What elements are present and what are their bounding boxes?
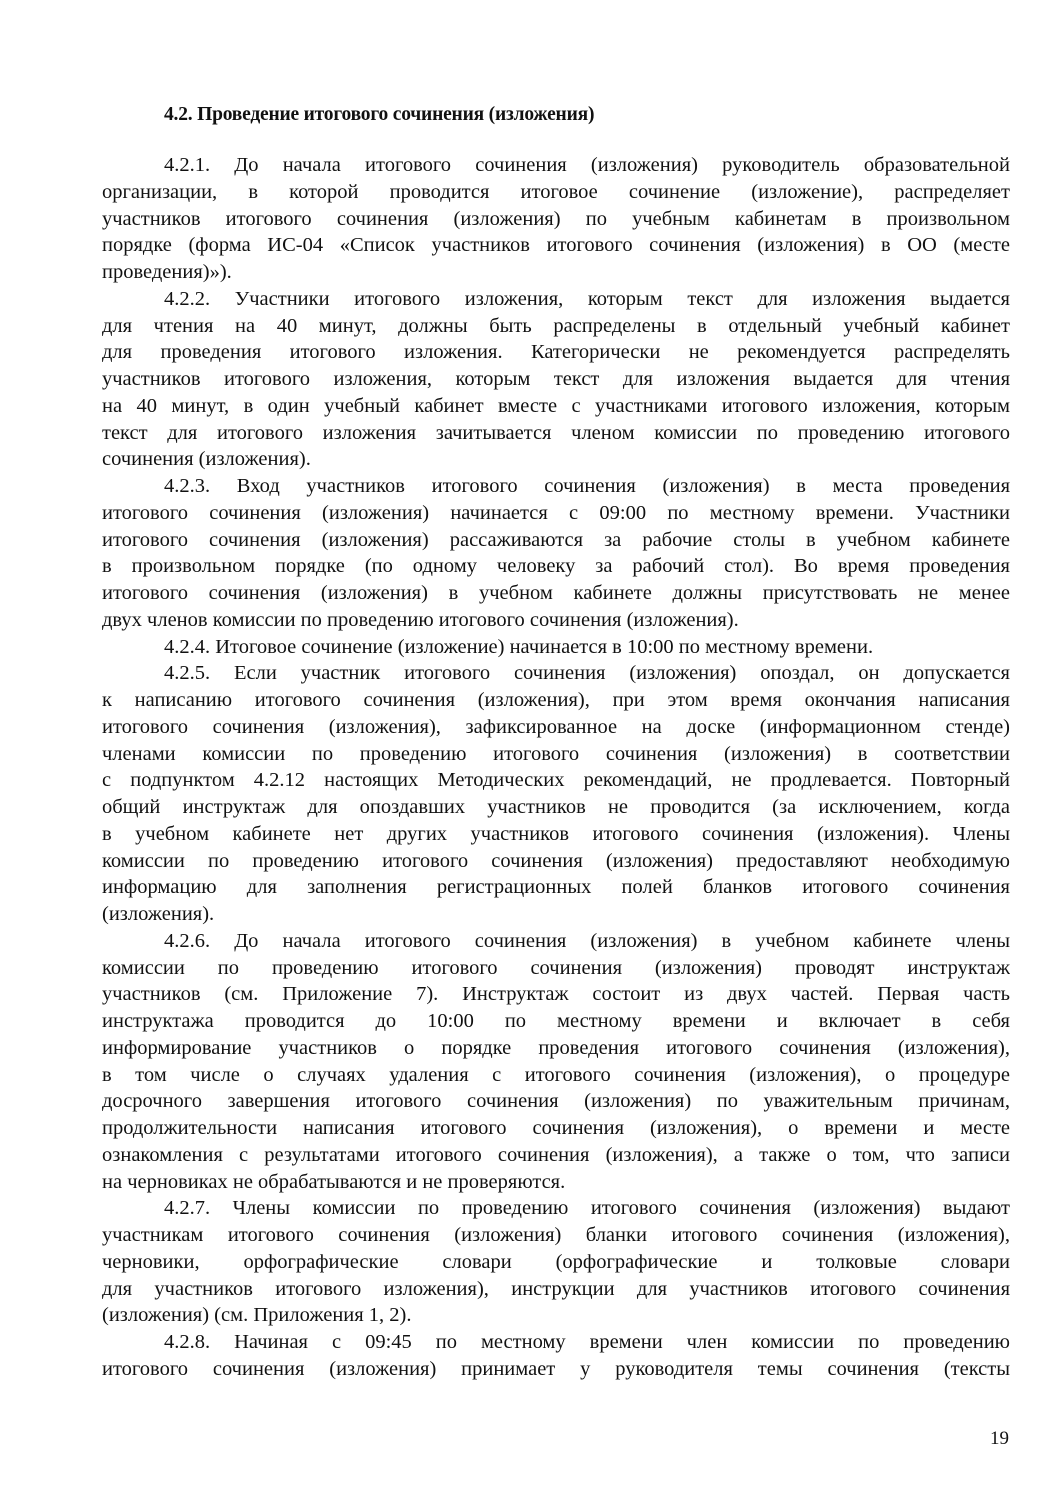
text-line: 4.2.5. Если участник итогового сочинения (изложения) опоздал, он допускается: [164, 662, 1010, 685]
text-line: сочинения (изложения).: [102, 448, 311, 471]
text-line: в том числе о случаях удаления с итогового сочинения (изложения), о процедуре: [102, 1063, 1010, 1086]
text-line: участников итогового изложения, которым текст для изложения выдается для чтения: [102, 368, 1010, 390]
text-line: с подпунктом 4.2.12 настоящих Методических рекомендаций, не продлевается. Повторный: [102, 769, 1010, 792]
text-line: 4.2.2. Участники итогового изложения, которым текст для изложения выдается: [164, 287, 1010, 310]
text-line: 4.2.1. До начала итогового сочинения (изложения) руководитель образовательной: [164, 154, 1010, 176]
section-heading: 4.2. Проведение итогового сочинения (изложения): [164, 104, 595, 125]
text-line: продолжительности написания итогового сочинения (изложения), о времени и месте: [102, 1117, 1010, 1139]
text-line: в учебном кабинете нет других участников итогового сочинения (изложения). Члены: [102, 822, 1010, 845]
text-line: досрочного завершения итогового сочинения (изложения) по уважительным причинам,: [102, 1090, 1010, 1113]
text-line: (изложения) (см. Приложения 1, 2).: [102, 1304, 412, 1327]
document-body: [102, 152, 1010, 1383]
text-line: 4.2.4. Итоговое сочинение (изложение) начинается в 10:00 по местному времени.: [164, 635, 874, 658]
text-line: 4.2.8. Начиная с 09:45 по местному времени член комиссии по проведению: [164, 1331, 1010, 1353]
paragraph-4-2-5: [102, 660, 1010, 928]
text-line: (изложения).: [102, 903, 215, 925]
text-line: общий инструктаж для опоздавших участников не проводится (за исключением, когда: [102, 796, 1010, 818]
text-line: участников итогового сочинения (изложения) по учебным кабинетам в произвольном: [102, 207, 1010, 230]
text-line: проведения)»).: [102, 261, 232, 283]
paragraph-4-2-8: [102, 1329, 1010, 1383]
paragraph-4-2-7: [102, 1195, 1010, 1329]
text-line: итогового сочинения (изложения) принимает у руководителя темы сочинения (тексты: [102, 1357, 1010, 1380]
text-line: информацию для заполнения регистрационных полей бланков итогового сочинения: [102, 876, 1010, 899]
text-line: комиссии по проведению итогового сочинения (изложения) проводят инструктаж: [102, 956, 1010, 979]
paragraph-4-2-6: [102, 928, 1010, 1196]
paragraph-4-2-2: [102, 286, 1010, 473]
text-line: итогового сочинения (изложения), зафиксированное на доске (информационном стенде): [102, 715, 1010, 738]
text-line: для чтения на 40 минут, должны быть распределены в отдельный учебный кабинет: [102, 314, 1010, 337]
text-line: двух членов комиссии по проведению итогового сочинения (изложения).: [102, 608, 739, 631]
paragraph-4-2-1: [102, 152, 1010, 286]
paragraph-4-2-3: [102, 473, 1010, 634]
text-line: порядке (форма ИС-04 «Список участников итогового сочинения (изложения) в ОО (месте: [102, 234, 1010, 257]
text-line: членами комиссии по проведению итогового сочинения (изложения) в соответствии: [102, 742, 1010, 765]
text-line: информирование участников о порядке проведения итогового сочинения (изложения),: [102, 1036, 1010, 1059]
text-line: к написанию итогового сочинения (изложения), при этом время окончания написания: [102, 689, 1010, 711]
text-line: на 40 минут, в один учебный кабинет вместе с участниками итогового изложения, которым: [102, 394, 1010, 417]
text-line: 4.2.7. Члены комиссии по проведению итогового сочинения (изложения) выдают: [164, 1197, 1010, 1220]
text-line: 4.2.6. До начала итогового сочинения (изложения) в учебном кабинете члены: [164, 929, 1010, 952]
text-line: черновики, орфографические словари (орфографические и толковые словари: [102, 1250, 1010, 1273]
text-line: текст для итогового изложения зачитывается членом комиссии по проведению итогового: [102, 421, 1010, 444]
text-line: организации, в которой проводится итоговое сочинение (изложение), распределяет: [102, 180, 1010, 203]
text-line: инструктажа проводится до 10:00 по местному времени и включает в себя: [102, 1010, 1010, 1032]
text-line: 4.2.3. Вход участников итогового сочинения (изложения) в места проведения: [164, 475, 1010, 497]
text-line: итогового сочинения (изложения) рассаживаются за рабочие столы в учебном кабинете: [102, 528, 1010, 551]
text-line: ознакомления с результатами итогового сочинения (изложения), а также о том, что записи: [102, 1143, 1010, 1166]
text-line: участников (см. Приложение 7). Инструктаж состоит из двух частей. Первая часть: [102, 983, 1010, 1006]
text-line: итогового сочинения (изложения) в учебном кабинете должны присутствовать не менее: [102, 582, 1010, 604]
text-line: комиссии по проведению итогового сочинения (изложения) предоставляют необходимую: [102, 849, 1010, 872]
paragraph-4-2-4: [102, 634, 1010, 661]
text-line: итогового сочинения (изложения) начинается с 09:00 по местному времени. Участники: [102, 501, 1010, 524]
page-number: 19: [990, 1428, 1009, 1449]
text-line: участникам итогового сочинения (изложения) бланки итогового сочинения (изложения),: [102, 1224, 1010, 1246]
text-line: на черновиках не обрабатываются и не проверяются.: [102, 1170, 566, 1193]
text-line: в произвольном порядке (по одному человеку за рабочий стол). Во время проведения: [102, 555, 1010, 578]
text-line: для проведения итогового изложения. Категорически не рекомендуется распределять: [102, 341, 1010, 364]
text-line: для участников итогового изложения), инструкции для участников итогового сочинения: [102, 1277, 1010, 1300]
